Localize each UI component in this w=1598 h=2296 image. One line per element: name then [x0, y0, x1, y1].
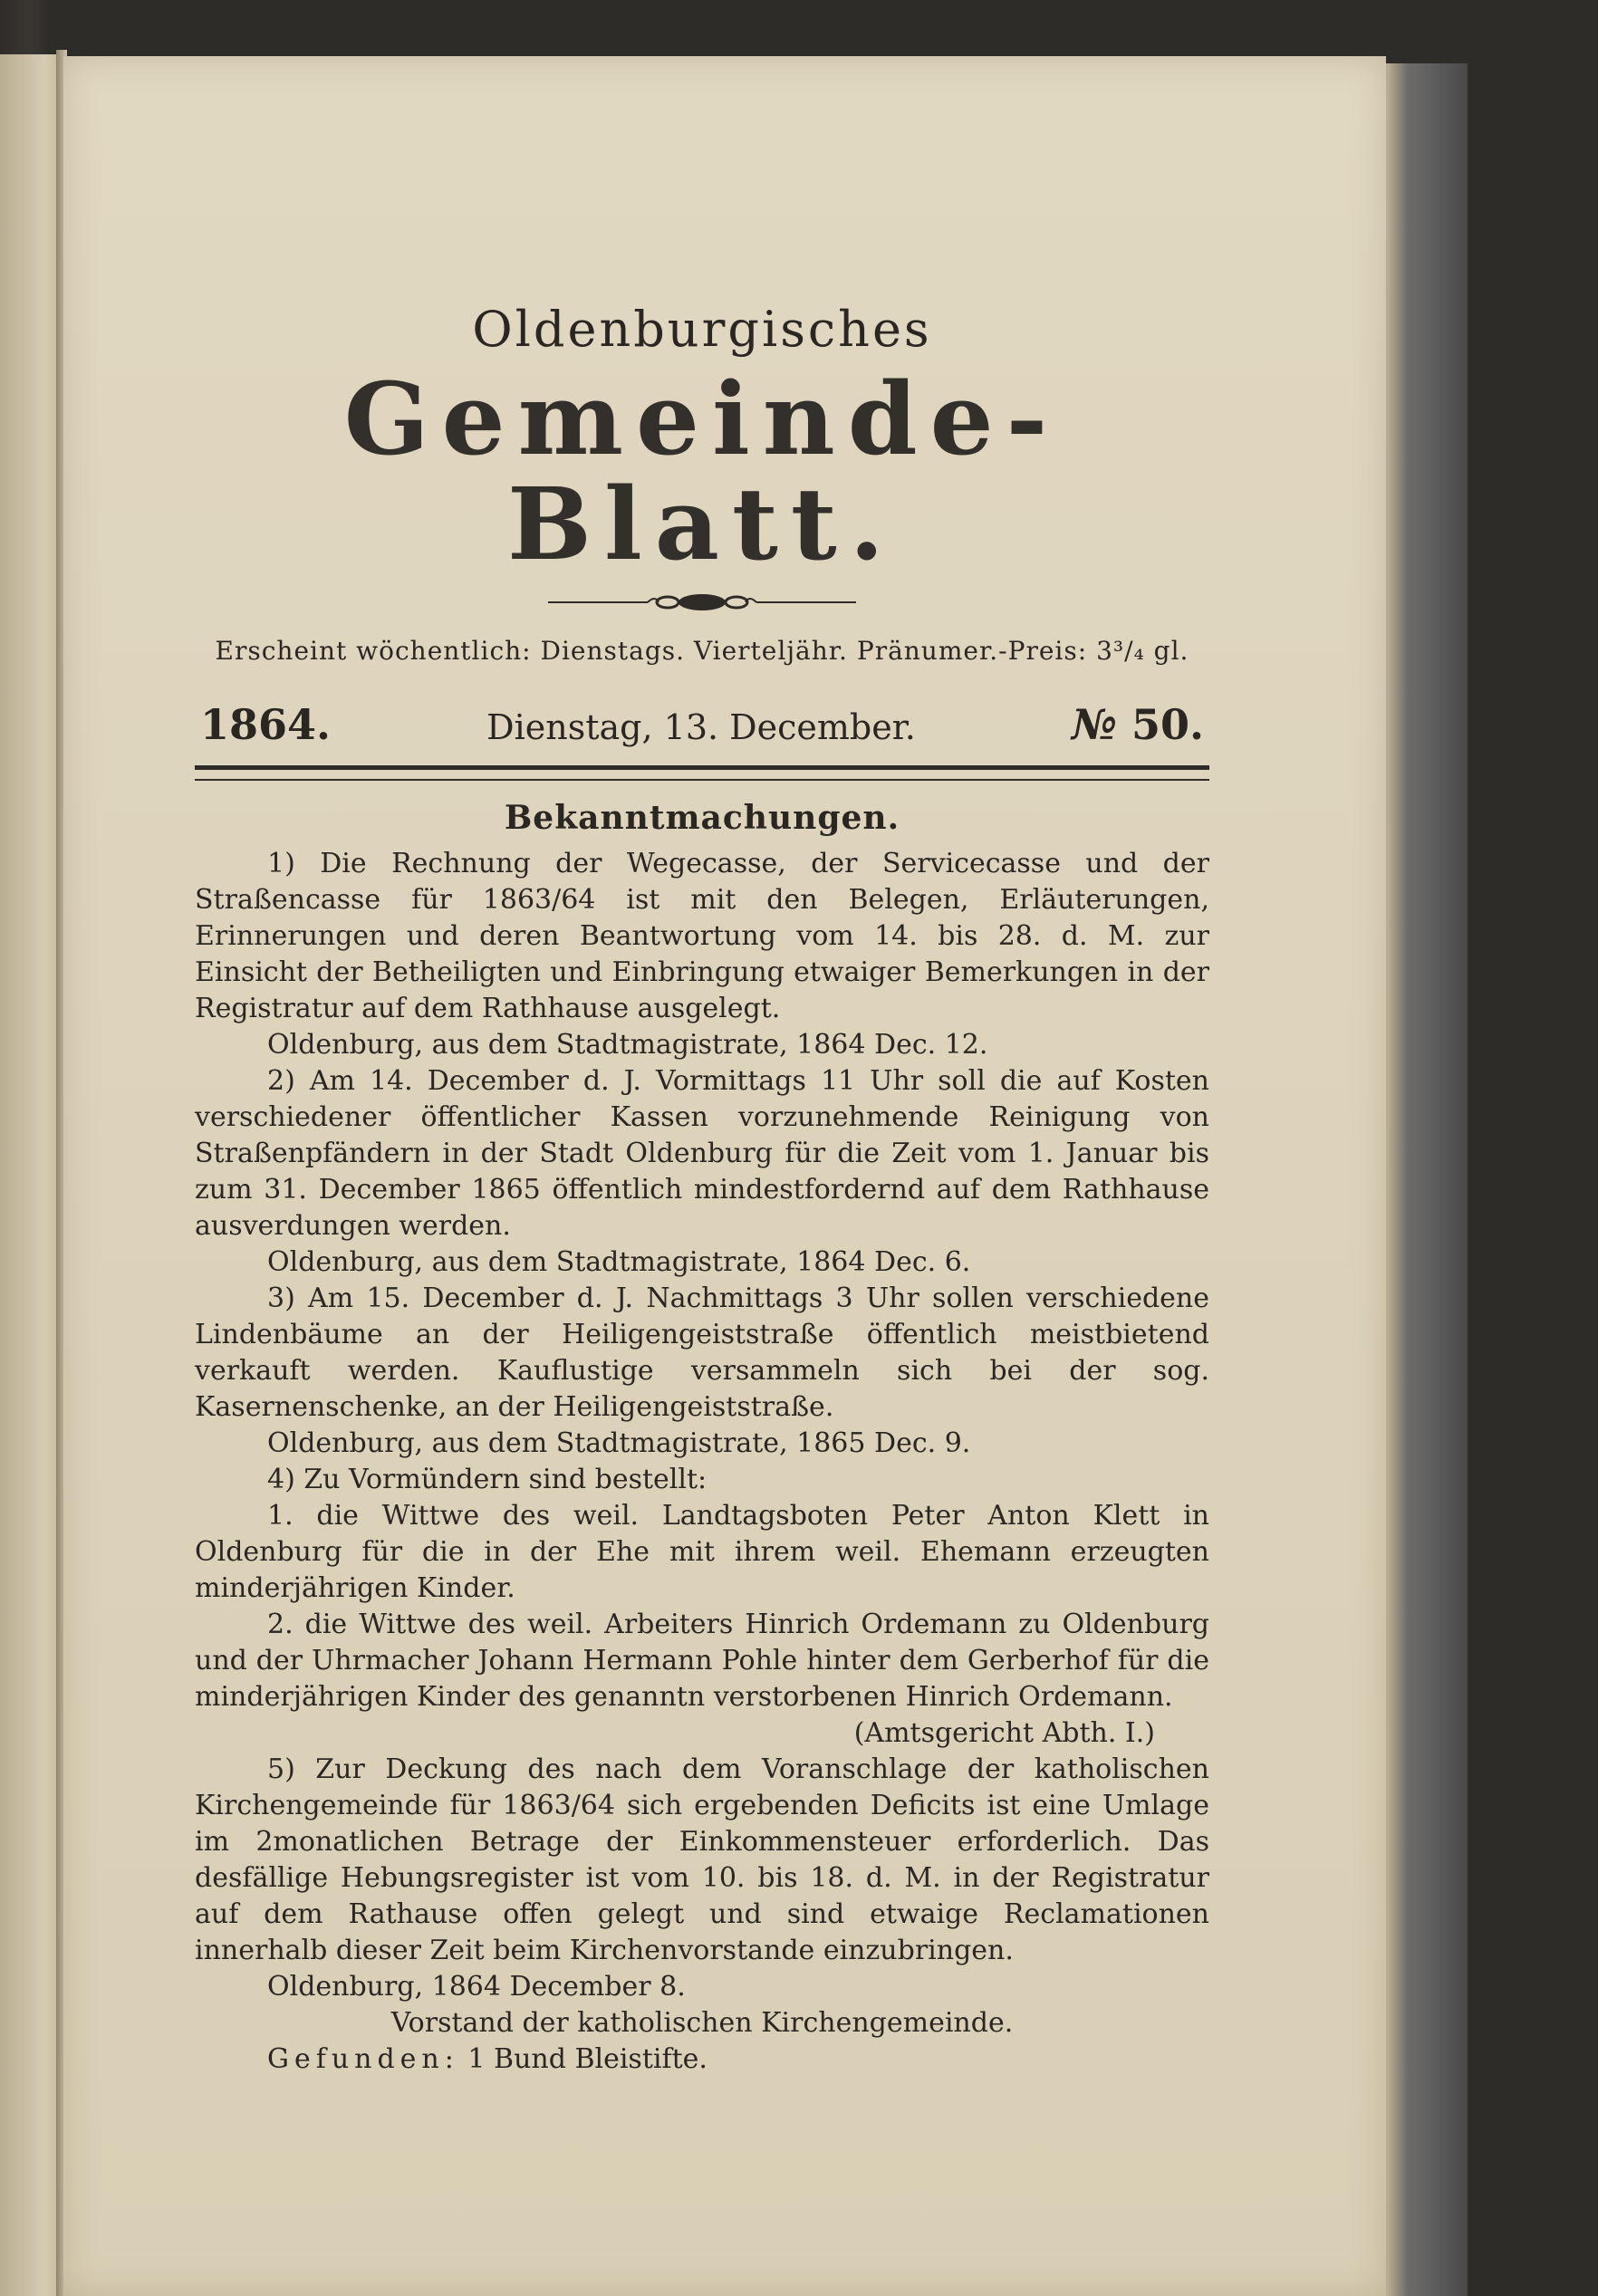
found-notice: [195, 2041, 1209, 2078]
newspaper-page: [63, 56, 1386, 2296]
announcement-2: 2) Am 14. December d. J. Vormittags 11 Uhr soll die auf Kosten verschiedener öffentlicher Kassen vorzunehmende Reinigung von Straßenpfändern in der Stadt Oldenburg für die Zeit vom 1. Januar bis zum 31. December 1865 öffentlich mindestfordernd auf dem Rathhause ausverdungen werden.: [195, 1065, 1209, 1242]
facing-page-edge: [0, 54, 56, 2296]
found-label: Gefunden:: [267, 2043, 459, 2075]
announcement-2-signature: Oldenburg, aus dem Stadtmagistrate, 1864 Dec. 6.: [267, 1246, 971, 1278]
announcement-3-signature: Oldenburg, aus dem Stadtmagistrate, 1865 Dec. 9.: [267, 1427, 971, 1459]
issue-number-value: 50.: [1131, 700, 1204, 749]
announcement-3: 3) Am 15. December d. J. Nachmittags 3 Uhr sollen verschiedene Lindenbäume an der Heiligengeiststraße öffentlich meistbietend verkauft werden. Kauflustige versammeln sich bei der sog. Kasernenschenke, an der Heiligengeiststraße.: [195, 1282, 1209, 1423]
announcement-5: 5) Zur Deckung des nach dem Voranschlage der katholischen Kirchengemeinde für 1863/64 sich ergebenden Deficits ist eine Umlage im 2monatlichen Betrage der Einkommensteuer erforderlich. Das desfällige Hebungsregister ist vom 10. bis 18. d. M. in der Registratur auf dem Rathause offen gelegt und sind etwaige Reclamationen innerhalb dieser Zeit beim Kirchenvorstande einzubringen.: [195, 1753, 1209, 1966]
issue-date: Dienstag, 13. December.: [486, 707, 916, 747]
page-content: [195, 264, 1209, 2078]
issue-number: [1072, 700, 1204, 749]
dateline: [195, 700, 1209, 749]
announcement-5-board: Vorstand der katholischen Kirchengemeinde.: [390, 2007, 1014, 2039]
announcement-1-signature: Oldenburg, aus dem Stadtmagistrate, 1864 Dec. 12.: [267, 1029, 988, 1061]
issue-label: №: [1071, 700, 1117, 749]
masthead-ornament: [195, 589, 1209, 616]
announcement-5-signature: Oldenburg, 1864 December 8.: [267, 1971, 686, 2003]
found-text: 1 Bund Bleistifte.: [458, 2043, 708, 2075]
issue-year: 1864.: [200, 700, 332, 749]
publication-info: Erscheint wöchentlich: Dienstags. Vierteljähr. Pränumer.-Preis: 3³/₄ gl.: [215, 636, 1189, 666]
ornament-flourish-icon: [548, 591, 856, 613]
double-rule-divider: [195, 765, 1209, 781]
announcement-4-item-2: 2. die Wittwe des weil. Arbeiters Hinrich Ordemann zu Oldenburg und der Uhrmacher Johann Hermann Pohle hinter dem Gerberhof für die minderjährigen Kinder des genanntn verstorbenen Hinrich Ordemann.: [195, 1609, 1209, 1713]
announcements-body: [195, 846, 1209, 2078]
announcement-4-item-1: 1. die Wittwe des weil. Landtagsboten Peter Anton Klett in Oldenburg für die in der Ehe mit ihrem weil. Ehemann erzeugten minderjährigen Kinder.: [195, 1500, 1209, 1604]
masthead-top-line: Oldenburgisches: [472, 301, 932, 358]
announcement-4: 4) Zu Vormündern sind bestellt:: [267, 1464, 708, 1495]
section-title: Bekanntmachungen.: [504, 799, 900, 837]
announcement-4-court-note: (Amtsgericht Abth. I.): [853, 1717, 1155, 1749]
announcement-1: 1) Die Rechnung der Wegecasse, der Servicecasse und der Straßencasse für 1863/64 ist mit den Belegen, Erläuterungen, Erinnerungen und deren Beantwortung vom 14. bis 28. d. M. zur Einsicht der Betheiligten und Einbringung etwaiger Bemerkungen in der Registratur auf dem Rathhause ausgelegt.: [195, 848, 1209, 1024]
masthead-title: Gemeinde-Blatt.: [343, 360, 1061, 582]
